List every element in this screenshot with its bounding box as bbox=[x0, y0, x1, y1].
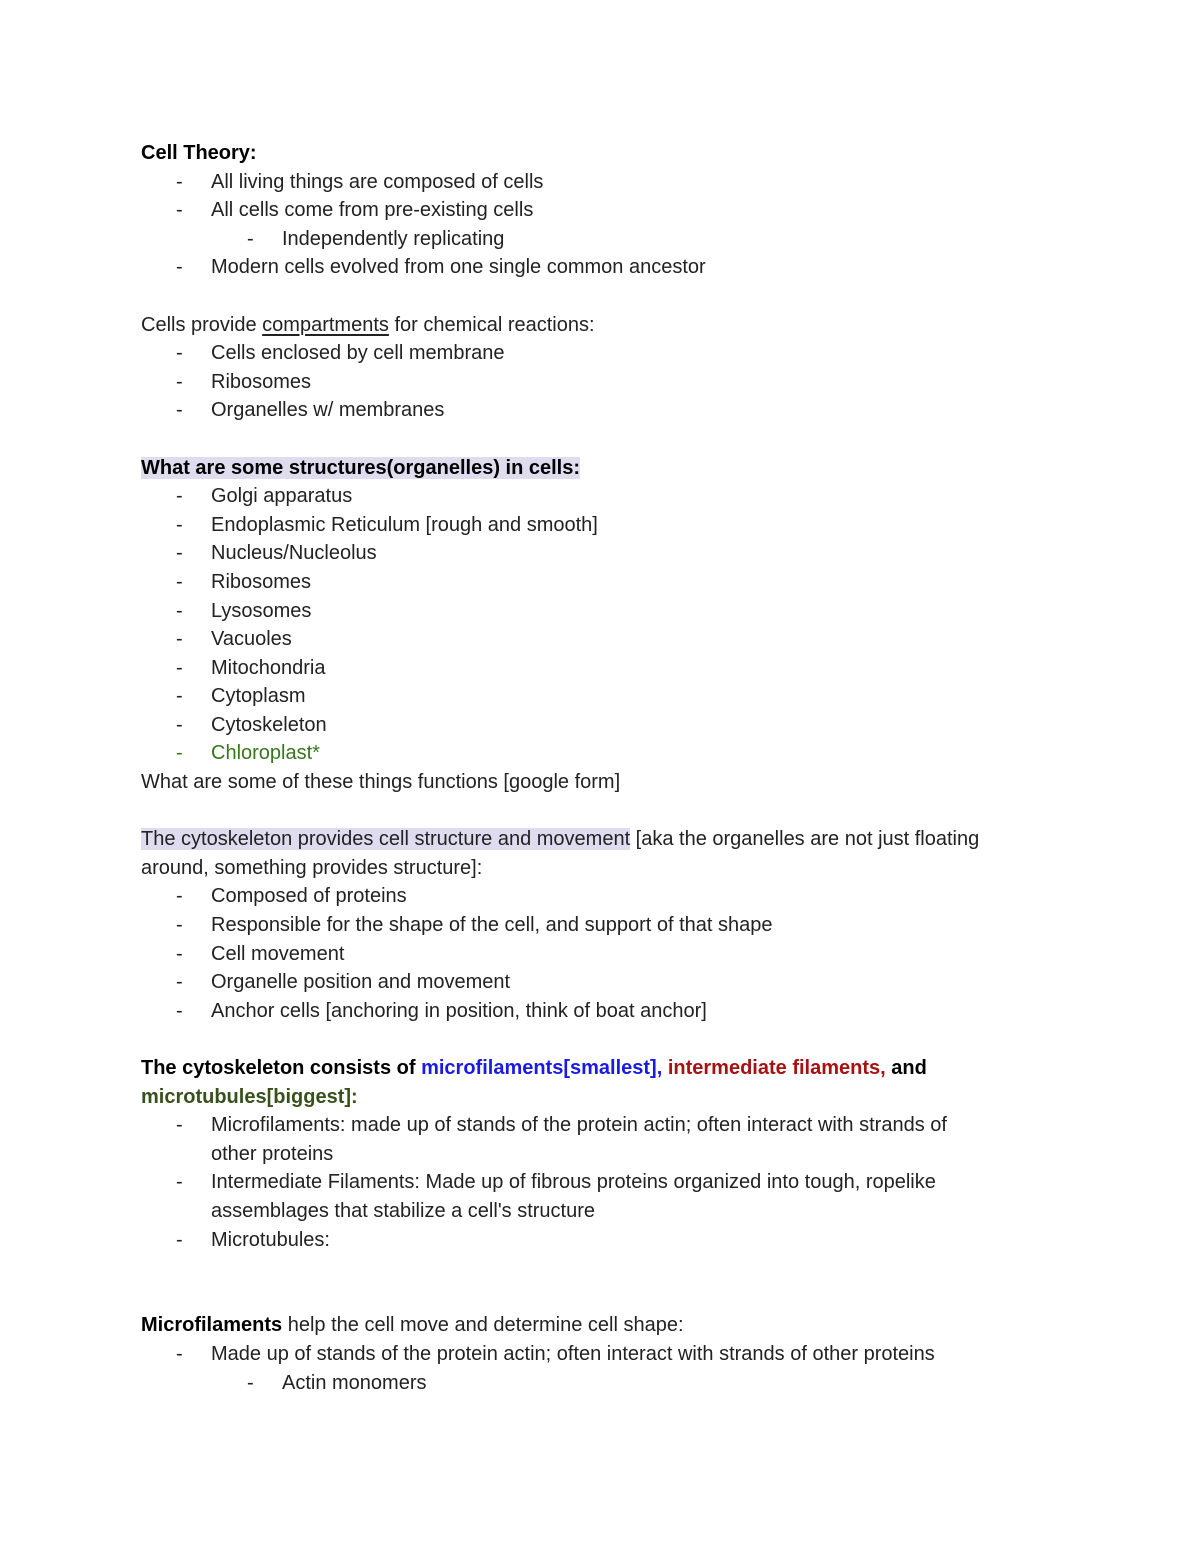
list-item: - Intermediate Filaments: Made up of fibrous proteins organized into tough, ropelike assemblages that stabilize a cell's structure bbox=[141, 1168, 1061, 1225]
dash-bullet: - bbox=[176, 999, 183, 1022]
list-item: - Composed of proteins bbox=[141, 882, 1061, 911]
consists-heading: The cytoskeleton consists of microfilaments[smallest], intermediate filaments, and bbox=[141, 1057, 927, 1079]
dash-bullet: - bbox=[176, 370, 183, 393]
list-item: - Cell movement bbox=[141, 940, 1061, 969]
list-item: - Cytoplasm bbox=[141, 682, 1061, 711]
spacer bbox=[141, 797, 1061, 826]
list-item: - Anchor cells [anchoring in position, think of boat anchor] bbox=[141, 997, 1061, 1026]
list-item: - Microtubules: bbox=[141, 1226, 1061, 1255]
spacer bbox=[141, 1254, 1061, 1283]
list-item: - Nucleus/Nucleolus bbox=[141, 539, 1061, 568]
dash-bullet: - bbox=[176, 399, 183, 422]
sub-list-item: - Actin monomers bbox=[141, 1369, 1061, 1398]
dash-bullet: - bbox=[176, 942, 183, 965]
dash-bullet: - bbox=[176, 1342, 183, 1365]
dash-bullet: - bbox=[176, 914, 183, 937]
cytoskeleton-highlight: The cytoskeleton provides cell structure and movement bbox=[141, 828, 631, 851]
cell-theory-heading: Cell Theory: bbox=[141, 142, 257, 164]
functions-question: What are some of these things functions [google form] bbox=[141, 771, 621, 794]
list-item: - Endoplasmic Reticulum [rough and smooth] bbox=[141, 511, 1061, 540]
list-item: - Ribosomes bbox=[141, 568, 1061, 597]
document-body bbox=[141, 139, 1061, 1397]
list-item: - Modern cells evolved from one single common ancestor bbox=[141, 253, 1061, 282]
dash-bullet: - bbox=[176, 1228, 183, 1251]
list-item: - Cytoskeleton bbox=[141, 711, 1061, 740]
organelles-heading-row bbox=[141, 454, 1061, 483]
cytoskeleton-intro-line2: around, something provides structure]: bbox=[141, 856, 483, 879]
spacer bbox=[141, 425, 1061, 454]
dash-bullet: - bbox=[176, 342, 183, 365]
spacer bbox=[141, 1025, 1061, 1054]
list-item: - All cells come from pre-existing cells bbox=[141, 196, 1061, 225]
list-item: - Microfilaments: made up of stands of the protein actin; often interact with strands of other proteins bbox=[141, 1111, 1061, 1168]
dash-bullet: - bbox=[176, 570, 183, 593]
compartments-intro: Cells provide compartments for chemical reactions: bbox=[141, 313, 595, 336]
list-item: - Ribosomes bbox=[141, 368, 1061, 397]
list-item: - All living things are composed of cells bbox=[141, 168, 1061, 197]
list-item: - Mitochondria bbox=[141, 654, 1061, 683]
dash-bullet: - bbox=[247, 1371, 254, 1394]
dash-bullet: - bbox=[176, 885, 183, 908]
dash-bullet: - bbox=[176, 971, 183, 994]
dash-bullet: - bbox=[176, 542, 183, 565]
list-item-chloroplast: - Chloroplast* bbox=[141, 739, 1061, 768]
list-item: - Organelles w/ membranes bbox=[141, 396, 1061, 425]
dash-bullet: - bbox=[176, 713, 183, 736]
dash-bullet: - bbox=[176, 1114, 183, 1137]
dash-bullet: - bbox=[247, 227, 254, 250]
dash-bullet: - bbox=[176, 599, 183, 622]
microtubules-term: microtubules[biggest]: bbox=[141, 1085, 358, 1108]
dash-bullet: - bbox=[176, 656, 183, 679]
dash-bullet: - bbox=[176, 742, 183, 765]
spacer bbox=[141, 1283, 1061, 1312]
dash-bullet: - bbox=[176, 628, 183, 651]
dash-bullet: - bbox=[176, 199, 183, 222]
dash-bullet: - bbox=[176, 685, 183, 708]
list-item: - Made up of stands of the protein actin; often interact with strands of other proteins bbox=[141, 1340, 1061, 1369]
dash-bullet: - bbox=[176, 170, 183, 193]
organelles-heading: What are some structures(organelles) in cells: bbox=[141, 456, 581, 479]
microfilaments-term: microfilaments[smallest], bbox=[421, 1057, 663, 1079]
microfilaments-heading: Microfilaments help the cell move and determine cell shape: bbox=[141, 1314, 684, 1337]
dash-bullet: - bbox=[176, 485, 183, 508]
intermediate-term: intermediate filaments, bbox=[662, 1057, 886, 1079]
list-item: - Responsible for the shape of the cell, and support of that shape bbox=[141, 911, 1061, 940]
list-item: - Lysosomes bbox=[141, 597, 1061, 626]
list-item: - Vacuoles bbox=[141, 625, 1061, 654]
dash-bullet: - bbox=[176, 513, 183, 536]
spacer bbox=[141, 282, 1061, 311]
dash-bullet: - bbox=[176, 1171, 183, 1194]
dash-bullet: - bbox=[176, 256, 183, 279]
list-item: - Cells enclosed by cell membrane bbox=[141, 339, 1061, 368]
list-item: - Golgi apparatus bbox=[141, 482, 1061, 511]
sub-list-item: - Independently replicating bbox=[141, 225, 1061, 254]
cytoskeleton-intro: The cytoskeleton provides cell structure and movement [aka the organelles are not just floating bbox=[141, 828, 980, 851]
list-item: - Organelle position and movement bbox=[141, 968, 1061, 997]
compartments-underlined: compartments bbox=[262, 313, 389, 336]
